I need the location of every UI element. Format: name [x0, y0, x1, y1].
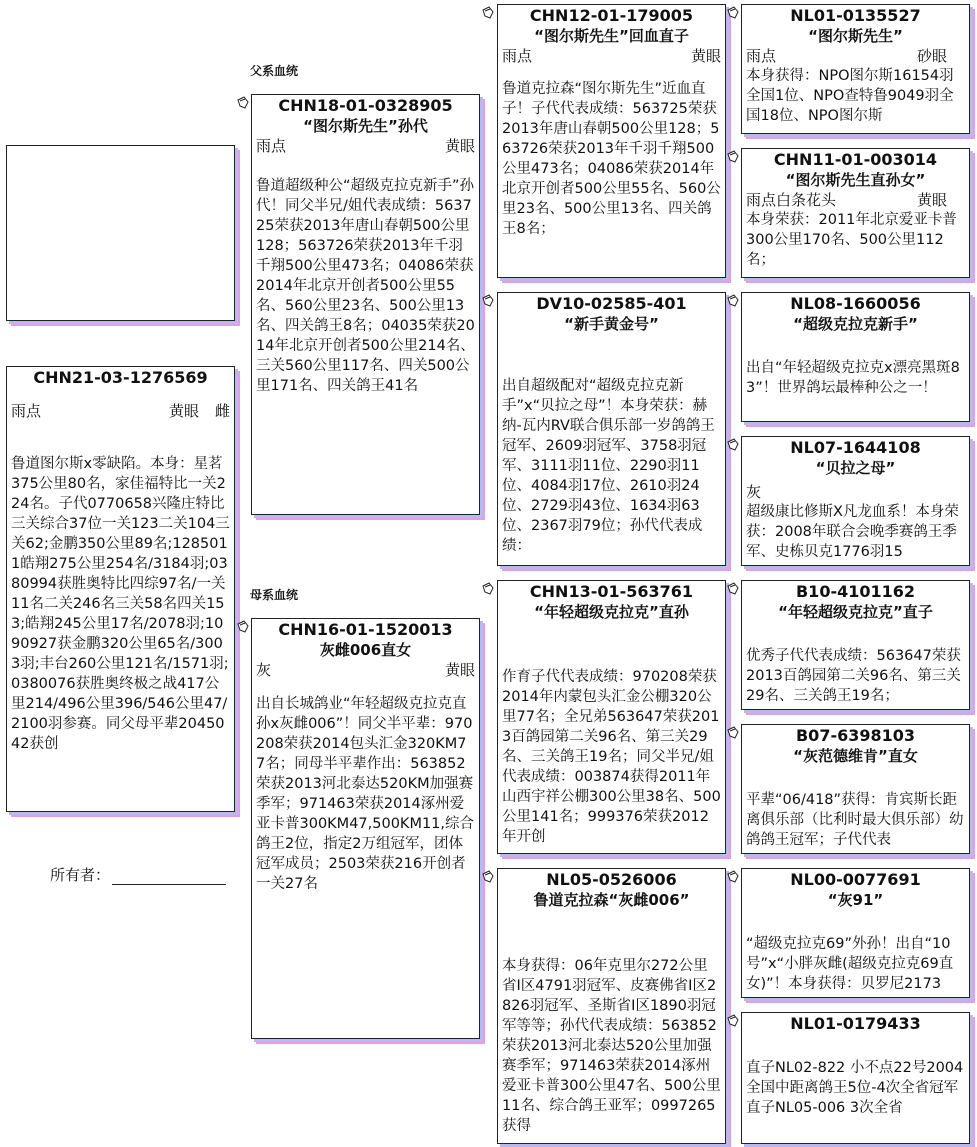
hand-pointer-icon[interactable] [481, 582, 495, 596]
dss-name: “年轻超级克拉克”直子 [778, 603, 933, 621]
dds-card [741, 868, 970, 998]
ddd-description: 直子NL02-822 小不点22号2004全国中距离鸽王5位-4次全省冠军直子NL05-006 3次全省 [746, 1060, 964, 1116]
sire-sire-eye: 黄眼 [690, 47, 721, 65]
hand-pointer-icon[interactable] [236, 620, 250, 634]
ssd-description: 本身荣获：2011年北京爱亚卡普300公里170名、500公里112名； [746, 212, 957, 268]
hand-pointer-icon[interactable] [726, 6, 740, 20]
ddd-ring-number: NL01-0179433 [790, 1014, 921, 1033]
dam-description: 出自长城鸽业“年轻超级克拉克直孙x灰雌006”！同父半平辈：970208荣获2014包头汇金320KM77名；同母半平辈作出：563852荣获2013河北泰达520KM加强赛季军；971463荣获2014涿州爱亚卡普300KM47,500KM11,综合鸽王2位，指定2万组冠军，团体冠军成员；2503荣获216开创者一关27名 [256, 696, 475, 892]
sire-description: 鲁道超级种公“超级克拉克新手”孙代！同父半兄/姐代表成绩：563725荣获2013年唐山春朝500公里128；563726荣获2013年千羽千翔500公里473名；04086荣获2014年北京开创者500公里55名、560公里23名、500公里13名、四关鸽王8名；04035荣获2014年北京开创者500公里214名、三关560公里117名、四关500公里171名、四关鸽王41名 [256, 178, 475, 394]
subject-eye: 黄眼 [168, 402, 199, 420]
paternal-line-label: 父系血统 [250, 64, 299, 78]
sds-card [741, 292, 970, 422]
dam-sire-ring-number: CHN13-01-563761 [529, 582, 694, 601]
ssd-ring-number: CHN11-01-003014 [773, 150, 938, 169]
dds-ring-number: NL00-0077691 [790, 870, 921, 889]
subject-color: 雨点 [11, 402, 42, 420]
dam-dam-description: 本身获得：06年克里尔272公里省I区4791羽冠军、皮赛佛省I区2826羽冠军、圣斯省I区1890羽冠军等等；孙代代表成绩：563852荣获2013河北泰达520公里加强赛季军；971463荣获2014涿州爱亚卡普300公里47名、500公里11名、综合鸽王亚军；0997265获得 [502, 958, 721, 1134]
sss-name: “图尔斯先生” [808, 27, 903, 45]
dss-card [741, 580, 970, 710]
dsd-name: “灰范德维肯”直女 [793, 747, 918, 765]
sdd-color: 灰 [746, 483, 762, 501]
sire-sire-ring-number: CHN12-01-179005 [529, 6, 694, 25]
dds-description: “超级克拉克69”外孙！出自“10号”x“小胖灰雌(超级克拉克69直女)”！本身获得：贝罗尼2173 [746, 936, 954, 992]
ssd-eye: 黄眼 [916, 191, 947, 209]
ddd-card [741, 1012, 970, 1144]
sss-description: 本身获得：NPO图尔斯16154羽全国1位、NPO查特鲁9049羽全国18位、NPO图尔斯 [746, 68, 954, 124]
hand-pointer-icon[interactable] [726, 582, 740, 596]
sds-name: “超级克拉克新手” [793, 315, 918, 333]
hand-pointer-icon[interactable] [236, 96, 250, 110]
sss-color: 雨点 [746, 47, 777, 65]
dam-dam-card [497, 868, 726, 1144]
dam-sire-card [497, 580, 726, 854]
owner-label: 所有者： [50, 866, 111, 884]
ssd-color: 雨点白条花头 [746, 191, 837, 209]
dss-ring-number: B10-4101162 [795, 582, 916, 601]
sdd-ring-number: NL07-1644108 [790, 438, 921, 457]
owner-signature-line [112, 866, 226, 885]
sire-dam-name: “新手黄金号” [564, 315, 659, 333]
sire-card [251, 94, 480, 515]
dam-sire-description: 作育子代代表成绩：970208荣获2014年内蒙包头汇金公棚320公里77名；全兄弟563647荣获2013百鸽园第二关96名、第三关29名、三关鸽王19名；同父半兄/姐代表成绩：003874获得2011年山西宇祥公棚300公里38名、500公里141名；999376荣获2012年开创 [502, 669, 721, 845]
dsd-card [741, 724, 970, 854]
subject-ring-number: CHN21-03-1276569 [33, 368, 208, 387]
sdd-card [741, 436, 970, 566]
sss-ring-number: NL01-0135527 [790, 6, 921, 25]
sire-sire-description: 鲁道克拉森“图尔斯先生”近血直子！子代代表成绩：563725荣获2013年唐山春朝500公里128；563726荣获2013年千羽千翔500公里473名；04086荣获2014年北京开创者500公里55名、560公里23名、500公里13名、四关鸽王8名； [502, 81, 721, 237]
hand-pointer-icon[interactable] [726, 726, 740, 740]
hand-pointer-icon[interactable] [481, 870, 495, 884]
sire-dam-card [497, 292, 726, 566]
dss-description: 优秀子代代表成绩：563647荣获2013百鸽园第二关96名、第三关29名、三关鸽王19名； [746, 648, 961, 704]
sire-sire-name: “图尔斯先生”回血直子 [534, 27, 689, 45]
sire-color: 雨点 [256, 137, 287, 155]
sdd-description: 超级康比修斯X凡龙血系！本身荣获：2008年联合会晚季赛鸽王季军、史栋贝克1776羽15 [746, 504, 959, 560]
dam-eye: 黄眼 [444, 661, 475, 679]
hand-pointer-icon[interactable] [726, 150, 740, 164]
sss-card [741, 4, 970, 134]
dam-sire-name: “年轻超级克拉克”直孙 [534, 603, 689, 621]
hand-pointer-icon[interactable] [726, 438, 740, 452]
dsd-ring-number: B07-6398103 [795, 726, 916, 745]
sds-ring-number: NL08-1660056 [790, 294, 921, 313]
sss-eye: 砂眼 [916, 47, 947, 65]
hand-pointer-icon[interactable] [726, 1014, 740, 1028]
subject-description: 鲁道图尔斯x零缺陷。本身：星茗375公里80名，家佳福特比一关224名。子代0770658兴隆庄特比三关综合37位一关123二关104三关62;金鹏350公里89名;1285011皓翔275公里254名/3184羽;0380994获胜奥特比四综97名/一关11名二关246名三关58名四关153;皓翔245公里17名/2078羽;1090927获金鹏320公里65名/3003羽;丰台260公里121名/1571羽;0380076获胜奥终极之战417公里214/496公里396/546公里47/2100羽参赛。同父母平辈2045042获创 [11, 456, 230, 752]
dam-dam-name: 鲁道克拉森“灰雌006” [533, 891, 690, 909]
sdd-name: “贝拉之母” [815, 459, 896, 477]
dam-dam-ring-number: NL05-0526006 [546, 870, 677, 889]
hand-pointer-icon[interactable] [726, 294, 740, 308]
maternal-line-label: 母系血统 [250, 588, 299, 602]
sire-eye: 黄眼 [444, 137, 475, 155]
sds-description: 出自“年轻超级克拉克x漂亮黑斑83”！世界鸽坛最棒种公之一！ [746, 360, 960, 396]
sire-sire-card [497, 4, 726, 278]
ssd-name: “图尔斯先生直孙女” [785, 171, 926, 189]
sire-dam-ring-number: DV10-02585-401 [536, 294, 687, 313]
subject-card [6, 366, 235, 812]
hand-pointer-icon[interactable] [481, 6, 495, 20]
dds-name: “灰91” [827, 891, 884, 909]
dam-name: 灰雌006直女 [319, 641, 412, 659]
sire-ring-number: CHN18-01-0328905 [278, 96, 453, 115]
owner-field [50, 864, 226, 885]
hand-pointer-icon[interactable] [726, 870, 740, 884]
sire-sire-color: 雨点 [502, 47, 533, 65]
sire-name: “图尔斯先生”孙代 [303, 117, 428, 135]
ssd-card [741, 148, 970, 278]
dam-color: 灰 [256, 661, 272, 679]
pigeon-photo-frame [6, 145, 235, 321]
subject-sex: 雌 [214, 402, 230, 420]
hand-pointer-icon[interactable] [481, 294, 495, 308]
dsd-description: 平辈“06/418”获得：肯宾斯长距离俱乐部（比利时最大俱乐部）幼鸽鸽王冠军；子代代表 [746, 792, 964, 848]
dam-ring-number: CHN16-01-1520013 [278, 620, 453, 639]
sire-dam-description: 出自超级配对“超级克拉克新手”x“贝拉之母”！本身荣获：赫纳-瓦内RV联合俱乐部一岁鸽鸽王冠军、2609羽冠军、3758羽冠军、3111羽11位、2290羽11位、4084羽17位、2610羽24位、2729羽43位、1634羽63位、2367羽79位；孙代代表成绩： [502, 378, 715, 554]
dam-card [251, 618, 480, 1039]
